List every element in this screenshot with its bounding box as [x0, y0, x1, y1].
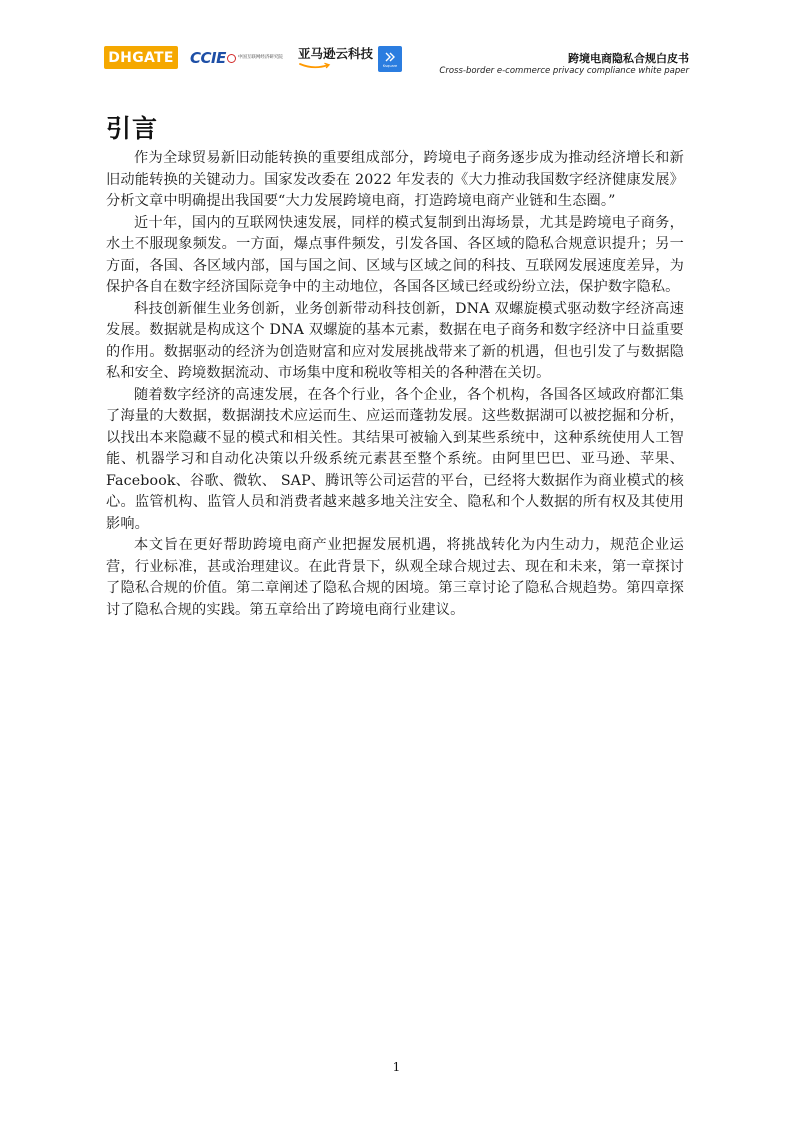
section-body [106, 148, 684, 621]
document-subtitle: Cross-border e-commerce privacy compliance white paper [439, 66, 689, 76]
dhgate-logo [104, 46, 178, 69]
amazon-cloud-logo [298, 44, 372, 72]
ksquare-logo [378, 46, 402, 72]
body-paragraph: 随着数字经济的高速发展，在各个行业，各个企业，各个机构，各国各区域政府都汇集了海量的大数据，数据湖技术应运而生、应运而蓬勃发展。这些数据湖可以被挖掘和分析，以找出本来隐藏不显的模式和相关性。其结果可被输入到某些系统中，这种系统使用人工智能、机器学习和自动化决策以升级系统元素甚至整个系统。由阿里巴巴、亚马逊、苹果、 Facebook、谷歌、微软、 SAP、腾讯等公司运营的平台，已经将大数据作为商业模式的核心。监管机构、监管人员和消费者越来越多地关注安全、隐私和个人数据的所有权及其使用影响。 [106, 386, 684, 532]
body-paragraph: 本文旨在更好帮助跨境电商产业把握发展机遇，将挑战转化为内生动力，规范企业运营，行业标准，甚或治理建议。在此背景下，纵观全球合规过去、现在和未来，第一章探讨了隐私合规的价值。第二章阐述了隐私合规的困境。第三章讨论了隐私合规趋势。第四章探讨了隐私合规的实践。第五章给出了跨境电商行业建议。 [106, 537, 684, 618]
ccie-logo-text: CCIE [190, 49, 226, 67]
amazon-cloud-logo-text: 亚马逊云科技 [298, 46, 374, 61]
document-title: 跨境电商隐私合规白皮书 [568, 52, 689, 65]
section-title: 引言 [106, 113, 159, 143]
page-header [0, 0, 793, 80]
body-paragraph: 近十年，国内的互联网快速发展，同样的模式复制到出海场景，尤其是跨境电子商务，水土不服现象频发。一方面，爆点事件频发，引发各国、各区域的隐私合规意识提升；另一方面，各国、各区域内部，国与国之间、区域与区域之间的科技、互联网发展速度差异，为保护各自在数字经济国际竞争中的主动地位，各国各区域已经或纷纷立法，保护数字隐私。 [106, 214, 684, 295]
page-number: 1 [392, 1060, 401, 1074]
ccie-logo-subtext: 中国互联网经济研究院 [237, 55, 283, 60]
ksquare-logo-text: Ksquare [382, 63, 398, 68]
amazon-smile-icon [298, 62, 334, 70]
dhgate-logo-text: DHGATE [108, 49, 174, 66]
ccie-emblem-icon [227, 54, 236, 63]
body-paragraph: 作为全球贸易新旧动能转换的重要组成部分，跨境电子商务逐步成为推动经济增长和新旧动能转换的关键动力。国家发改委在 2022 年发表的《大力推动我国数字经济健康发展》分析文章中明确提出我国要“大力发展跨境电商，打造跨境电商产业链和生态圈。” [106, 150, 684, 209]
ksquare-glyph-icon [384, 51, 396, 63]
body-paragraph: 科技创新催生业务创新，业务创新带动科技创新，DNA 双螺旋模式驱动数字经济高速发展。数据就是构成这个 DNA 双螺旋的基本元素，数据在电子商务和数字经济中日益重要的作用。数据驱动的经济为创造财富和应对发展挑战带来了新的机遇，但也引发了与数据隐私和安全、跨境数据流动、市场集中度和税收等相关的各种潜在关切。 [106, 300, 684, 381]
ccie-logo [190, 46, 290, 70]
